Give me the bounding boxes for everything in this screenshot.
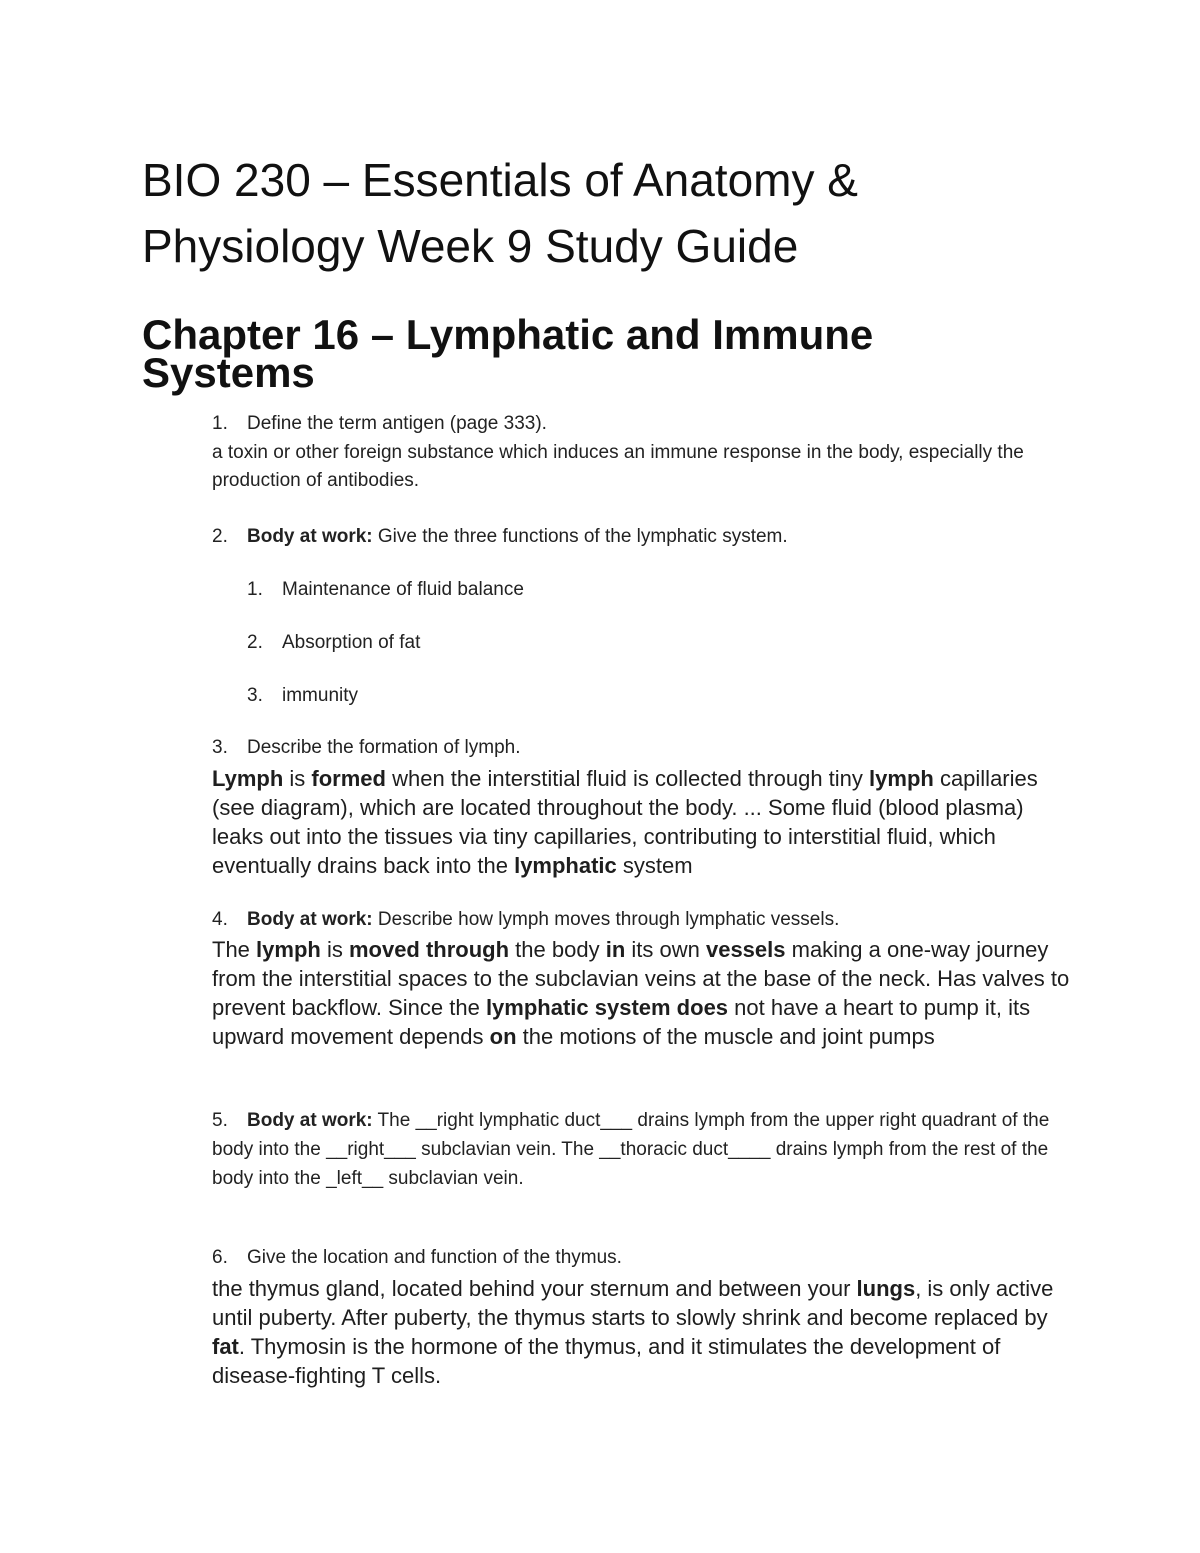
question-text-rest: Give the three functions of the lymphatic system. (372, 526, 788, 547)
body-at-work-label: Body at work: (247, 909, 373, 930)
answer-text: making a one-way journey from the interstitial spaces to the subclavian veins at the base of the neck. Has valves to prevent backflow. Since the (212, 937, 1070, 1020)
answer-text: The (212, 937, 257, 962)
answer-text: . Thymosin is the hormone of the thymus, and it stimulates the development of disease-fighting T cells. (212, 1334, 1001, 1388)
question-number: 3. (212, 737, 228, 758)
question-5 (212, 1106, 1072, 1193)
question-text (247, 906, 839, 934)
answer-bold: Lymph (212, 766, 284, 791)
chapter-heading: Chapter 16 – Lymphatic and Immune Systems (142, 311, 874, 396)
answer-4 (212, 935, 1072, 1051)
question-text: Give the location and function of the thymus. (247, 1247, 622, 1268)
body-at-work-label: Body at work: (247, 526, 373, 547)
answer-text: the motions of the muscle and joint pumps (516, 1024, 935, 1049)
answer-text: when the interstitial fluid is collected through tiny (385, 766, 870, 791)
answer-bold: on (489, 1024, 517, 1049)
question-text-rest: The __right lymphatic duct___ drains lymph from the upper right quadrant of the body into the __right___ subclavian vein. The __thoracic duct____ drains lymph from the rest of the body into the _left__ subclavian vein. (212, 1110, 1050, 1189)
list-item-number: 3. (247, 685, 263, 706)
list-item-text: Maintenance of fluid balance (282, 579, 524, 600)
answer-bold: lymph (256, 937, 321, 962)
answer-1: a toxin or other foreign substance which induces an immune response in the body, especially the production of antibodies. (212, 442, 1024, 491)
answer-6 (212, 1274, 1072, 1390)
question-number: 2. (212, 526, 228, 547)
question-number: 5. (212, 1110, 228, 1131)
list-item-number: 2. (247, 632, 263, 653)
list-item-text: Absorption of fat (282, 632, 421, 653)
answer-text: system (616, 853, 693, 878)
answer-text: not have a heart to pump it, its upward movement depends (212, 995, 1031, 1049)
question-number: 6. (212, 1247, 228, 1268)
document-title: BIO 230 – Essentials of Anatomy & Physiology Week 9 Study Guide (142, 154, 858, 272)
question-number: 1. (212, 413, 228, 434)
question-text: Describe the formation of lymph. (247, 737, 521, 758)
answer-bold: fat (212, 1334, 239, 1359)
answer-text: , is only active until puberty. After puberty, the thymus starts to slowly shrink and become replaced by (212, 1276, 1054, 1330)
answer-bold: vessels (705, 937, 786, 962)
answer-bold: formed (311, 766, 386, 791)
answer-bold: moved through (348, 937, 510, 962)
body-at-work-label: Body at work: (247, 1110, 373, 1131)
answer-bold: lungs (856, 1276, 916, 1301)
answer-text: is (283, 766, 312, 791)
answer-text: its own (625, 937, 706, 962)
answer-text: the thymus gland, located behind your sternum and between your (212, 1276, 857, 1301)
answer-bold: lymphatic (514, 853, 617, 878)
question-text: Define the term antigen (page 333). (247, 413, 547, 434)
answer-text: the body (509, 937, 606, 962)
answer-text: is (320, 937, 349, 962)
answer-bold: lymph (869, 766, 934, 791)
question-number: 4. (212, 909, 228, 930)
list-item-text: immunity (282, 685, 359, 706)
answer-bold: in (605, 937, 626, 962)
answer-3 (212, 764, 1072, 880)
answer-bold: lymphatic system does (485, 995, 729, 1020)
answer-text: capillaries (see diagram), which are located throughout the body. ... Some fluid (blood plasma) leaks out into the tissues via tiny capillaries, contributing to interstitial fluid, which eventually drains back into the (212, 766, 1038, 878)
list-item-number: 1. (247, 579, 263, 600)
question-text (247, 523, 788, 551)
question-text-rest: Describe how lymph moves through lymphatic vessels. (372, 909, 840, 930)
